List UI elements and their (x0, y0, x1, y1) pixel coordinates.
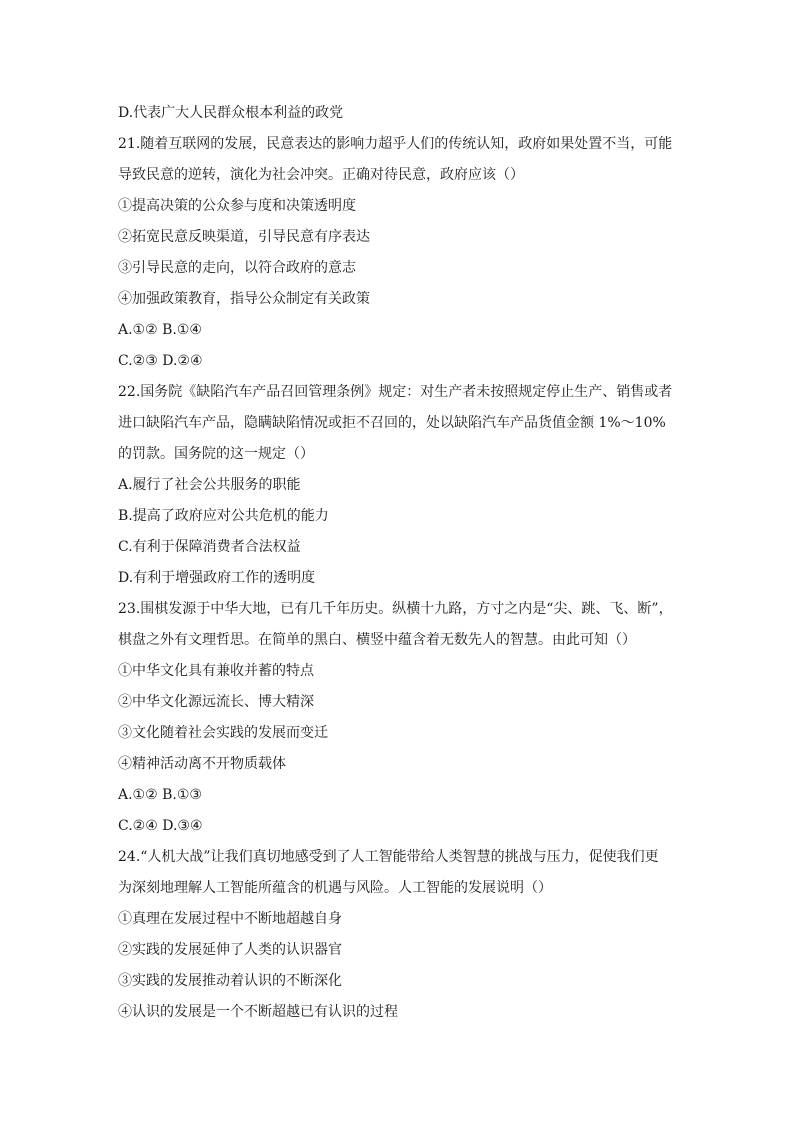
question-21-statement-3: ③引导民意的走向，以符合政府的意志 (118, 260, 356, 276)
question-22-option-c: C.有利于保障消费者合法权益 (118, 539, 301, 555)
question-23-statement-3: ③文化随着社会实践的发展而变迁 (118, 725, 328, 741)
question-23-statement-4: ④精神活动离不开物质载体 (118, 756, 286, 772)
question-22-option-a: A.履行了社会公共服务的职能 (118, 477, 301, 493)
question-24-statement-1: ①真理在发展过程中不断地超越自身 (118, 911, 342, 927)
question-21-options-cd: C.②③ D.②④ (118, 353, 203, 369)
question-22-option-b: B.提高了政府应对公共危机的能力 (118, 508, 329, 524)
option-d-q20: D.代表广大人民群众根本利益的政党 (118, 105, 344, 121)
document-page (118, 98, 678, 1028)
question-23-options-cd: C.②④ D.③④ (118, 818, 203, 834)
question-21-statement-1: ①提高决策的公众参与度和决策透明度 (118, 198, 356, 214)
question-22-stem-line-2: 进口缺陷汽车产品，隐瞒缺陷情况或拒不召回的，处以缺陷汽车产品货值金额 1%～10% (118, 415, 666, 431)
question-21-statement-4: ④加强政策教育，指导公众制定有关政策 (118, 291, 370, 307)
question-21-options-ab: A.①② B.①④ (118, 322, 202, 338)
question-23-stem-line-1: 23.围棋发源于中华大地，已有几千年历史。纵横十九路，方寸之内是“尖、跳、飞、断”， (118, 601, 673, 617)
question-23-options-ab: A.①② B.①③ (118, 787, 202, 803)
question-21-stem-line-1: 21.随着互联网的发展，民意表达的影响力超乎人们的传统认知，政府如果处置不当，可能 (118, 136, 673, 152)
question-22-stem-line-1: 22.国务院《缺陷汽车产品召回管理条例》规定：对生产者未按照规定停止生产、销售或者 (118, 384, 673, 400)
question-24-stem-line-2: 为深刻地理解人工智能所蕴含的机遇与风险。人工智能的发展说明（） (118, 880, 552, 896)
question-23-statement-2: ②中华文化源远流长、博大精深 (118, 694, 314, 710)
question-22-stem-line-3: 的罚款。国务院的这一规定（） (118, 446, 314, 462)
question-23-stem-line-2: 棋盘之外有文理哲思。在简单的黑白、横竖中蕴含着无数先人的智慧。由此可知（） (118, 632, 636, 648)
question-24-statement-4: ④认识的发展是一个不断超越已有认识的过程 (118, 1004, 398, 1020)
question-24-statement-2: ②实践的发展延伸了人类的认识器官 (118, 942, 342, 958)
question-24-statement-3: ③实践的发展推动着认识的不断深化 (118, 973, 342, 989)
question-23-statement-1: ①中华文化具有兼收并蓄的特点 (118, 663, 314, 679)
question-22-option-d: D.有利于增强政府工作的透明度 (118, 570, 316, 586)
question-21-statement-2: ②拓宽民意反映渠道，引导民意有序表达 (118, 229, 370, 245)
question-21-stem-line-2: 导致民意的逆转，演化为社会冲突。正确对待民意，政府应该（） (118, 167, 524, 183)
question-24-stem-line-1: 24.“人机大战”让我们真切地感受到了人工智能带给人类智慧的挑战与压力，促使我们更 (118, 849, 659, 865)
